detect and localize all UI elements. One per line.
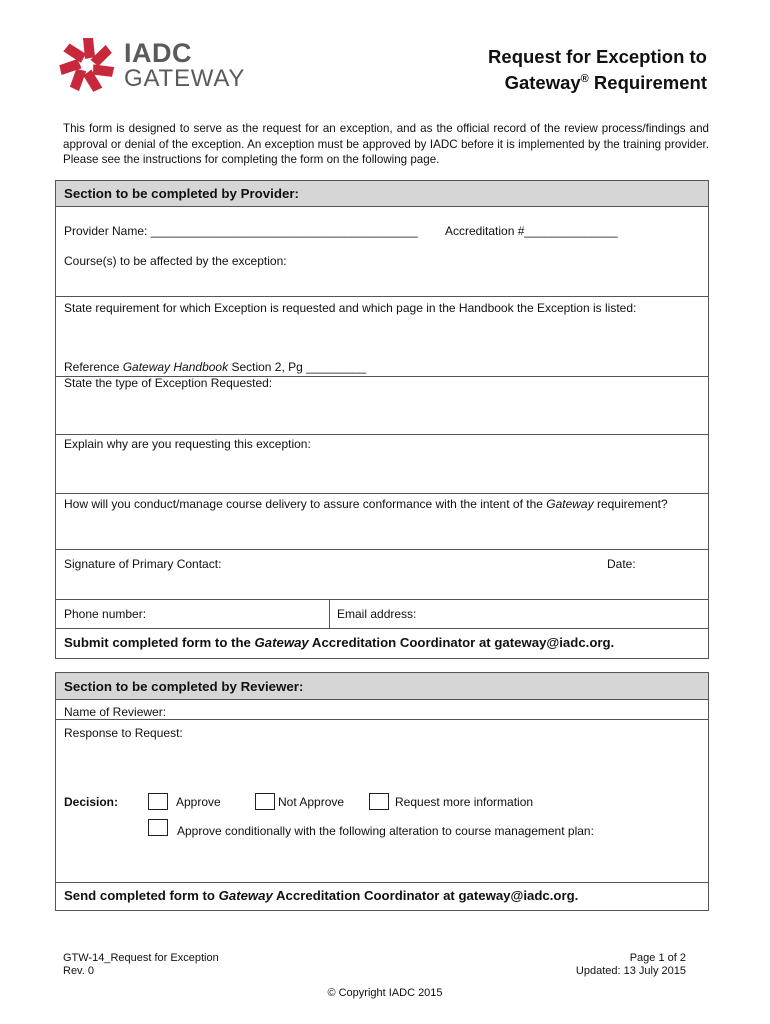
response-field[interactable]: Response to Request: (64, 726, 183, 740)
reviewer-name-row (56, 700, 708, 720)
intro-paragraph: This form is designed to serve as the request for an exception, and as the official record of the review process/findings and approval or denial of the exception. An exception must be approved by IADC before it is implemented by the training provider. Please see the instructions for completing the form on the following page. (63, 122, 709, 166)
registered-mark: ® (580, 73, 589, 85)
footer-right (576, 952, 686, 978)
submit-row (56, 629, 708, 658)
reviewer-section (55, 672, 709, 911)
reviewer-section-header (56, 673, 708, 700)
provider-section-header (56, 181, 708, 207)
title-gateway: Gateway (504, 72, 581, 94)
phone-field[interactable]: Phone number: (64, 607, 147, 621)
send-row (56, 883, 708, 910)
reference-field[interactable] (64, 360, 366, 374)
reference-handbook: Gateway Handbook (122, 360, 229, 374)
conduct-prefix: How will you conduct/manage course delivery to assure conformance with the intent of the (64, 497, 547, 511)
submit-gateway: Gateway (254, 635, 309, 650)
doc-revision: Rev. 0 (63, 965, 94, 977)
not-approve-checkbox[interactable] (255, 793, 275, 810)
reviewer-name-field[interactable]: Name of Reviewer: (64, 705, 167, 719)
page-number: Page 1 of 2 (629, 952, 686, 964)
accreditation-field[interactable]: Accreditation #______________ (445, 224, 618, 238)
iadc-logo-mark (58, 36, 116, 94)
submit-instruction (64, 635, 614, 650)
approve-label: Approve (176, 795, 221, 809)
submit-prefix: Submit completed form to the (64, 635, 255, 650)
more-info-label: Request more information (395, 795, 534, 809)
title-requirement: Requirement (588, 72, 707, 94)
exception-type-row (56, 377, 708, 435)
state-requirement-field[interactable]: State requirement for which Exception is requested and which page in the Handbook the Exception is listed: (64, 301, 637, 315)
provider-name-field[interactable]: Provider Name: ________________________________________ (64, 224, 418, 238)
date-field[interactable]: Date: (607, 557, 636, 571)
send-gateway: Gateway (218, 888, 273, 903)
conduct-row (56, 494, 708, 550)
doc-id: GTW-14_Request for Exception (63, 952, 219, 964)
conduct-field[interactable] (64, 497, 668, 511)
explain-field[interactable]: Explain why are you requesting this exception: (64, 437, 311, 451)
exception-type-field[interactable]: State the type of Exception Requested: (64, 376, 273, 390)
title-line-1: Request for Exception to (488, 46, 707, 67)
approve-conditionally-checkbox[interactable] (148, 819, 168, 836)
approve-conditionally-label: Approve conditionally with the following alteration to course management plan: (177, 824, 594, 838)
contact-divider (329, 600, 330, 629)
requirement-row (56, 297, 708, 377)
logo-text-gateway: GATEWAY (124, 65, 246, 92)
send-suffix: Accreditation Coordinator at gateway@iadc.org. (272, 888, 579, 903)
contact-row (56, 600, 708, 629)
signature-field[interactable]: Signature of Primary Contact: (64, 557, 222, 571)
send-instruction (64, 888, 578, 903)
courses-field[interactable]: Course(s) to be affected by the exception: (64, 254, 287, 268)
approve-checkbox[interactable] (148, 793, 168, 810)
provider-name-row (56, 207, 708, 297)
reference-suffix: Section 2, Pg _________ (228, 360, 367, 374)
logo-text-iadc: IADC (124, 38, 192, 68)
submit-suffix: Accreditation Coordinator at gateway@iadc.org. (308, 635, 615, 650)
page-title (488, 45, 707, 94)
conduct-gateway: Gateway (546, 497, 594, 511)
decision-area (56, 720, 708, 883)
send-prefix: Send completed form to (64, 888, 219, 903)
copyright: © Copyright IADC 2015 (327, 987, 443, 999)
title-line-2 (488, 68, 707, 94)
decision-label: Decision: (64, 795, 119, 809)
updated-date: Updated: 13 July 2015 (575, 965, 686, 977)
provider-section-title: Section to be completed by Provider: (64, 186, 299, 201)
explain-row (56, 435, 708, 494)
not-approve-label: Not Approve (278, 795, 345, 809)
reviewer-section-title: Section to be completed by Reviewer: (64, 679, 304, 694)
reference-prefix: Reference (64, 360, 123, 374)
footer-left (63, 952, 219, 978)
conduct-suffix: requirement? (593, 497, 668, 511)
more-info-checkbox[interactable] (369, 793, 389, 810)
email-field[interactable]: Email address: (337, 607, 417, 621)
signature-row (56, 550, 708, 600)
provider-section (55, 180, 709, 659)
